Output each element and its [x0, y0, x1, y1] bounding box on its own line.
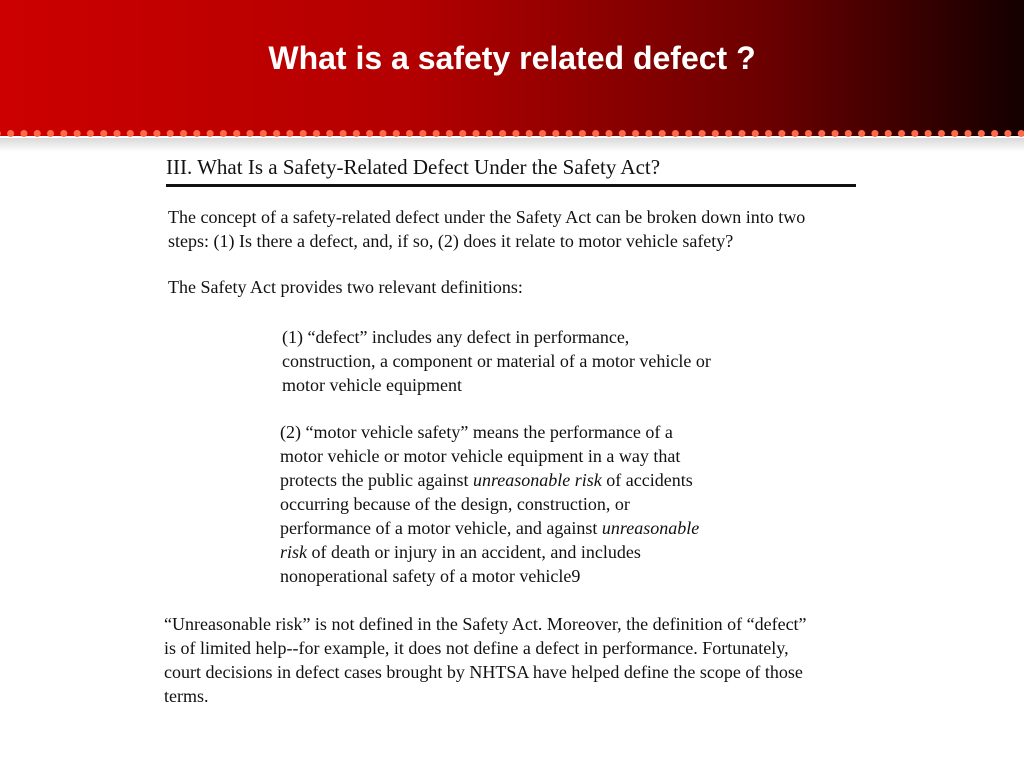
definition-defect-line-1: (1) “defect” includes any defect in performance, [282, 327, 630, 347]
intro-paragraph [168, 205, 858, 253]
definition-safety-line-6 [280, 540, 740, 564]
line3-italic: unreasonable risk [472, 470, 602, 490]
closing-line-4: terms. [164, 686, 209, 706]
slide-title: What is a safety related defect ? [268, 40, 756, 76]
definition-safety-line-4: occurring because of the design, construction, or [280, 494, 630, 514]
definition-defect [282, 325, 752, 397]
closing-line-3: court decisions in defect cases brought by NHTSA have helped define the scope of those [164, 662, 803, 682]
line6-italic: risk [280, 542, 307, 562]
definition-safety-line-2: motor vehicle or motor vehicle equipment in a way that [280, 446, 681, 466]
intro-line-2: steps: (1) Is there a defect, and, if so, (2) does it relate to motor vehicle safety? [168, 231, 734, 251]
line5-before: performance of a motor vehicle, and against [280, 518, 602, 538]
intro-line-1: The concept of a safety-related defect under the Safety Act can be broken down into two [168, 207, 806, 227]
definition-motor-vehicle-safety [280, 420, 740, 588]
definition-safety-line-7: nonoperational safety of a motor vehicle9 [280, 566, 581, 586]
definition-defect-line-2: construction, a component or material of a motor vehicle or [282, 351, 711, 371]
section-title: III. What Is a Safety-Related Defect Under the Safety Act? [166, 155, 661, 179]
closing-line-2: is of limited help--for example, it does not define a defect in performance. Fortunately, [164, 638, 789, 658]
closing-paragraph [164, 612, 854, 708]
line3-before: protects the public against [280, 470, 473, 490]
line3-after: of accidents [601, 470, 693, 490]
definitions-intro: The Safety Act provides two relevant definitions: [168, 277, 523, 297]
line6-after: of death or injury in an accident, and includes [307, 542, 641, 562]
definition-defect-line-3: motor vehicle equipment [282, 375, 462, 395]
line5-italic: unreasonable [601, 518, 700, 538]
title-underline [166, 184, 856, 187]
definition-safety-line-5 [280, 516, 740, 540]
definition-safety-line-1: (2) “motor vehicle safety” means the performance of a [280, 422, 673, 442]
closing-line-1: “Unreasonable risk” is not defined in the Safety Act. Moreover, the definition of “defect” [164, 614, 807, 634]
definition-safety-line-3 [280, 468, 740, 492]
